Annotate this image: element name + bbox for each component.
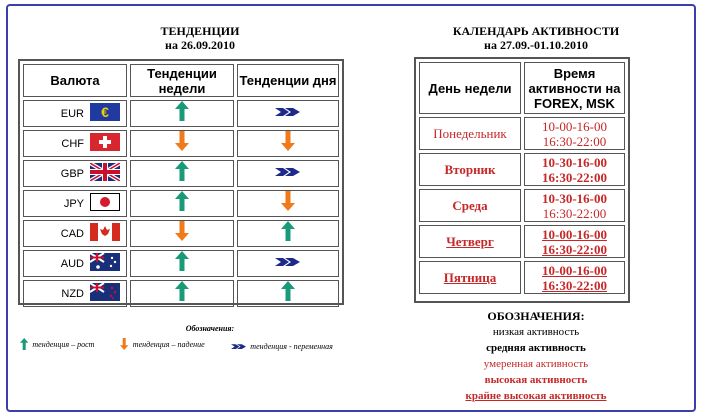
arrow-up-icon bbox=[175, 251, 189, 271]
week-trend-cell bbox=[130, 160, 234, 187]
trends-table-box bbox=[18, 59, 344, 305]
trend-row bbox=[23, 130, 339, 157]
arrow-up-icon bbox=[281, 221, 295, 241]
day-cell bbox=[419, 261, 521, 294]
time-cell bbox=[524, 225, 625, 258]
calendar-row bbox=[419, 189, 625, 222]
arrow-down-icon bbox=[175, 221, 189, 241]
uk-flag bbox=[90, 163, 120, 184]
activity-legend-item: крайне высокая активность bbox=[465, 390, 607, 402]
time-range-2: 16:30-22:00 bbox=[542, 277, 607, 293]
time-range-2: 16:30-22:00 bbox=[542, 133, 607, 149]
time-range-1: 10-00-16-00 bbox=[542, 118, 607, 134]
trend-row bbox=[23, 190, 339, 217]
day-cell bbox=[419, 225, 521, 258]
activity-legend bbox=[416, 308, 656, 404]
calendar-row bbox=[419, 153, 625, 186]
week-trend-cell bbox=[130, 130, 234, 157]
trends-legend bbox=[20, 324, 360, 352]
day-trend-cell bbox=[237, 100, 339, 127]
currency-code: AUD bbox=[60, 257, 84, 270]
day-trend-cell bbox=[237, 280, 339, 307]
day-trend-cell bbox=[237, 250, 339, 277]
currency-cell bbox=[23, 130, 127, 157]
eu-flag bbox=[90, 103, 120, 124]
currency-code: GBP bbox=[60, 167, 84, 180]
arrow-up-icon bbox=[175, 191, 189, 211]
calendar-table-box bbox=[414, 57, 630, 303]
trends-title-block bbox=[110, 24, 290, 52]
day-trend-cell bbox=[237, 160, 339, 187]
canada-flag bbox=[90, 223, 120, 244]
trends-body bbox=[23, 100, 339, 307]
currency-cell bbox=[23, 100, 127, 127]
day-cell bbox=[419, 189, 521, 222]
calendar-title: КАЛЕНДАРЬ АКТИВНОСТИ bbox=[452, 24, 620, 38]
trends-legend-title: Обозначения: bbox=[185, 324, 235, 333]
arrow-down-icon bbox=[175, 131, 189, 151]
week-trend-cell bbox=[130, 250, 234, 277]
day-trend-cell bbox=[237, 130, 339, 157]
time-range-1: 10-00-16-00 bbox=[542, 262, 607, 278]
time-range-1: 10-30-16-00 bbox=[542, 190, 607, 206]
day-trend-cell bbox=[237, 190, 339, 217]
calendar-row bbox=[419, 261, 625, 294]
trend-legend-item bbox=[231, 342, 333, 351]
currency-cell bbox=[23, 220, 127, 247]
day-cell bbox=[419, 153, 521, 186]
week-trend-cell bbox=[130, 280, 234, 307]
time-cell bbox=[524, 261, 625, 294]
arrow-right-icon bbox=[275, 256, 301, 268]
arrow-right-icon bbox=[231, 343, 247, 350]
currency-code: EUR bbox=[60, 107, 84, 120]
activity-legend-item: высокая активность bbox=[484, 374, 588, 386]
activity-legend-item: средняя активность bbox=[486, 342, 586, 354]
arrow-up-icon bbox=[175, 101, 189, 121]
time-range-2: 16:30-22:00 bbox=[542, 205, 607, 221]
currency-code: NZD bbox=[61, 287, 84, 300]
new-zealand-flag bbox=[90, 283, 120, 304]
currency-cell bbox=[23, 160, 127, 187]
australia-flag bbox=[90, 253, 120, 274]
header-currency: Валюта bbox=[23, 64, 127, 97]
time-range-1: 10-30-16-00 bbox=[542, 154, 607, 170]
activity-legend-title: ОБОЗНАЧЕНИЯ: bbox=[487, 309, 585, 323]
japan-flag bbox=[90, 193, 120, 214]
currency-cell bbox=[23, 250, 127, 277]
time-range-2: 16:30-22:00 bbox=[542, 241, 607, 257]
time-cell bbox=[524, 117, 625, 150]
week-trend-cell bbox=[130, 220, 234, 247]
trend-row bbox=[23, 250, 339, 277]
time-cell bbox=[524, 189, 625, 222]
activity-legend-item: умеренная активность bbox=[483, 358, 589, 370]
week-trend-cell bbox=[130, 190, 234, 217]
trends-legend-items bbox=[20, 338, 360, 352]
swiss-flag bbox=[90, 133, 120, 154]
time-cell bbox=[524, 153, 625, 186]
trend-row bbox=[23, 220, 339, 247]
currency-code: CHF bbox=[61, 137, 84, 150]
time-range-2: 16:30-22:00 bbox=[542, 169, 607, 185]
day-name: Среда bbox=[452, 197, 488, 213]
arrow-down-icon bbox=[281, 131, 295, 151]
day-name: Понедельник bbox=[433, 125, 507, 141]
day-name: Пятница bbox=[443, 269, 497, 285]
header-time: Время активности на FOREX, MSK bbox=[524, 62, 625, 114]
trend-row bbox=[23, 280, 339, 307]
day-trend-cell bbox=[237, 220, 339, 247]
calendar-date: на 27.09.-01.10.2010 bbox=[484, 38, 588, 52]
trend-row bbox=[23, 100, 339, 127]
currency-code: JPY bbox=[63, 197, 84, 210]
currency-cell bbox=[23, 280, 127, 307]
header-day-trend: Тенденции дня bbox=[237, 64, 339, 97]
header-day: День недели bbox=[419, 62, 521, 114]
day-name: Четверг bbox=[446, 233, 494, 249]
day-cell bbox=[419, 117, 521, 150]
calendar-title-block bbox=[416, 24, 656, 52]
trends-title: ТЕНДЕНЦИИ bbox=[160, 24, 240, 38]
arrow-up-icon bbox=[175, 281, 189, 301]
trend-legend-item bbox=[20, 338, 94, 350]
svg-text:€: € bbox=[101, 104, 109, 120]
trend-legend-label: тенденция - переменная bbox=[250, 341, 333, 351]
currency-code: CAD bbox=[60, 227, 84, 240]
arrow-up-icon bbox=[20, 338, 28, 350]
calendar-row bbox=[419, 225, 625, 258]
calendar-table bbox=[416, 59, 628, 297]
trends-date: на 26.09.2010 bbox=[165, 38, 235, 52]
arrow-right-icon bbox=[275, 106, 301, 118]
time-range-1: 10-00-16-00 bbox=[542, 226, 607, 242]
calendar-body bbox=[419, 117, 625, 294]
calendar-row bbox=[419, 117, 625, 150]
trend-legend-label: тенденция – рост bbox=[32, 339, 95, 349]
header-week-trend: Тенденции недели bbox=[130, 64, 234, 97]
trend-legend-label: тенденция – падение bbox=[132, 339, 205, 349]
trend-row bbox=[23, 160, 339, 187]
trend-legend-item bbox=[120, 338, 204, 350]
activity-legend-items bbox=[416, 324, 656, 404]
arrow-down-icon bbox=[281, 191, 295, 211]
day-name: Вторник bbox=[444, 161, 496, 177]
currency-cell bbox=[23, 190, 127, 217]
arrow-up-icon bbox=[175, 161, 189, 181]
activity-legend-item: низкая активность bbox=[492, 326, 580, 338]
arrow-down-icon bbox=[120, 338, 128, 350]
arrow-right-icon bbox=[275, 166, 301, 178]
arrow-up-icon bbox=[281, 281, 295, 301]
trends-table bbox=[20, 61, 342, 310]
week-trend-cell bbox=[130, 100, 234, 127]
